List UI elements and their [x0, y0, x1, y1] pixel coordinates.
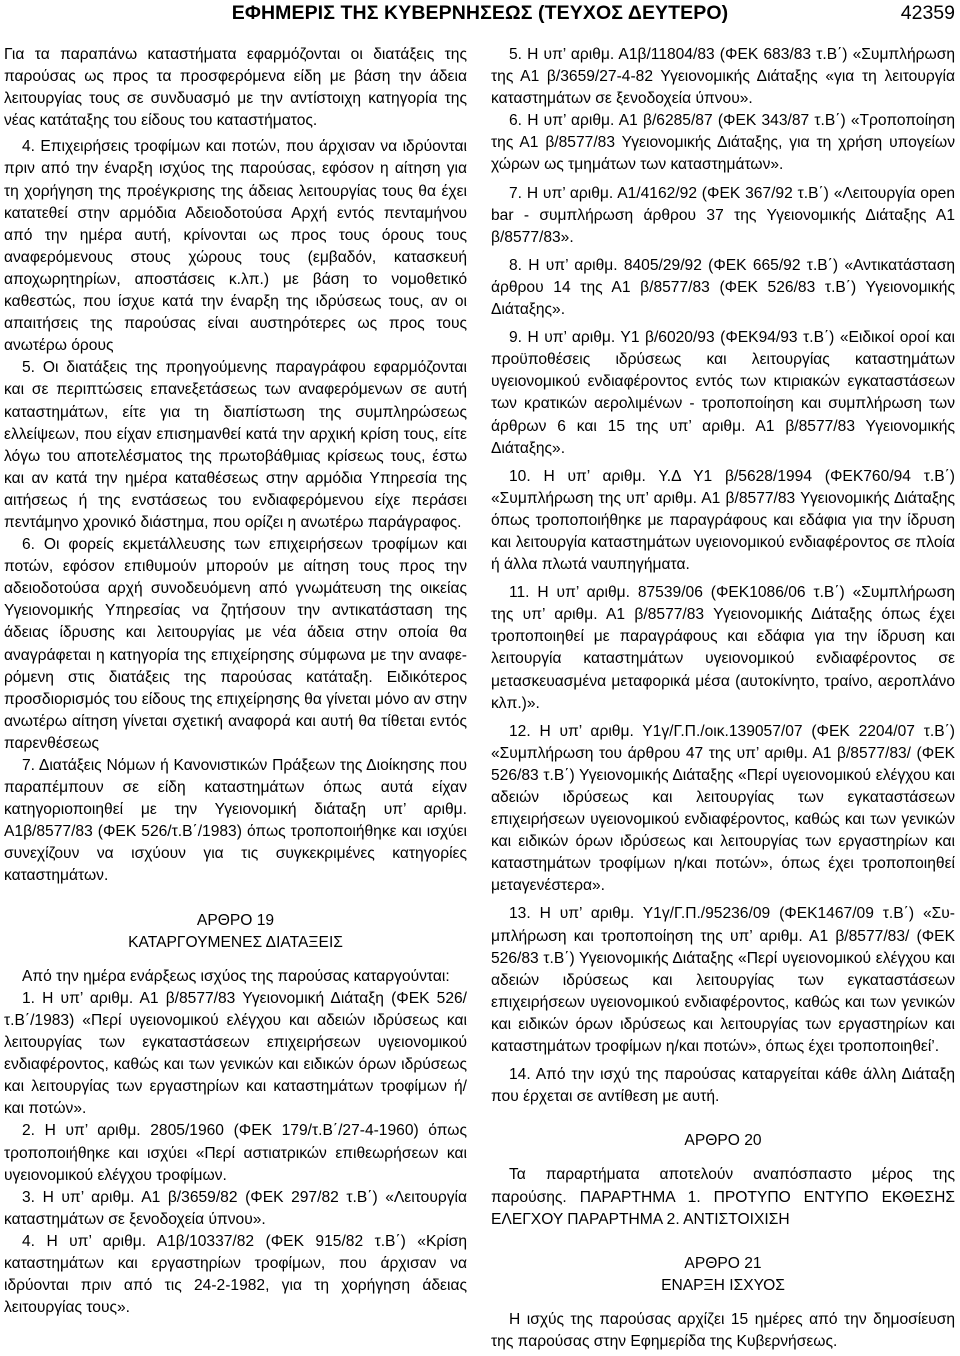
- paragraph: 9. Η υπ’ αριθμ. Υ1 β/6020/93 (ΦΕΚ94/93 τ.Β΄) «Ειδικοί οροί και προϋποθέσεις ιδρύσεως και λειτουργίας καταστημάτων υγειονομικού ενδιαφέροντος εντός των κτιριακών εγκαταστάσεων των κρατικών αερολιμένων - τροποποίηση και συμπλήρωση των άρθρων 6 και 15 της υπ’ αριθμ. Α1 β/8577/83 Υγειονομικής Διάταξης».: [491, 329, 955, 457]
- paragraph: 11. Η υπ’ αριθμ. 87539/06 (ΦΕΚ1086/06 τ.Β΄) «Συμπλήρωση της υπ’ αριθμ. Α1 β/8577/83 Υγειονομικής Διάταξης όπως έχει τροποποιηθεί με παραγράφους και εδάφια για την ίδρυση και λειτουργία καταστημάτων υγειονομικού ενδιαφέροντος σε μετασκευασμένα μεταφορικά μέσα (αυτοκίνητο, τραίνο, αεροπλάνο κλπ.)».: [491, 584, 955, 712]
- paragraph: Η ισχύς της παρούσας αρχίζει 15 ημέρες από την δημοσίευση της παρούσας στην Εφημερίδα της Κυβερνήσεως.: [491, 1310, 955, 1350]
- article-19-title: ΑΡΘΡΟ 19: [196, 911, 275, 929]
- paragraph: Τα παραρτήματα αποτελούν αναπόσπαστο μέρος της παρούσης. ΠΑΡΑΡΤΗΜΑ 1. ΠΡΟΤΥΠΟ ΕΝΤΥΠΟ ΕΚΘΕΣΗΣ ΕΛΕΓΧΟΥ ΠΑΡΑΡΤΗΜΑ 2. ΑΝΤΙΣΤΟΙΧΙΣΗ: [491, 1166, 955, 1228]
- article-21-subtitle: ΕΝΑΡΞΗ ΙΣΧΥΟΣ: [661, 1276, 785, 1294]
- paragraph: 3. Η υπ’ αριθμ. Α1 β/3659/82 (ΦΕΚ 297/82 τ.Β΄) «Λειτουργία καταστημάτων σε ξενοδοχεία ύπνου».: [4, 1188, 467, 1228]
- paragraph: 13. Η υπ’ αριθμ. Υ1γ/Γ.Π./95236/09 (ΦΕΚ1467/09 τ.Β΄) «Συμπλήρωση και τροποποίηση της υπ’ αριθμ. Α1 β/8577/83/ (ΦΕΚ 526/83 τ.Β΄) Υγειονομικής Διάταξης «Περί υγειονομικού ελέγχου και αδειών ιδρύσεως και λειτουργίας των εγκαταστάσεων επιχειρήσεων υγειονομικού ενδιαφέροντος, καθώς και των γενικών και ειδικών όρων ιδρύσεως και λειτουργίας των εργαστηρίων και καταστημάτων τροφίμων η/και ποτών», όπως έχει τροποποιηθεί’.: [491, 905, 955, 1056]
- paragraph: 7. Διατάξεις Νόμων ή Κανονιστικών Πράξεων της Διοίκησης που παραπέμπουν σε είδη καταστημάτων όπως αυτά είχαν κατηγοριοποιηθεί με την Υγειονομική διάταξη υπ’ αριθμ. Α1β/8577/83 (ΦΕΚ 526/τ.Β΄/1983) όπως τροποποιήθηκε και ισχύει συνεχίζουν να ισχύουν για τις συγκεκριμένες κατηγορίες καταστημάτων.: [4, 757, 467, 885]
- paragraph: 14. Από την ισχύ της παρούσας καταργείται κάθε άλλη Διάταξη που έρχεται σε αντίθεση με αυτή.: [491, 1066, 955, 1106]
- left-column: [4, 44, 467, 1319]
- paragraph: 4. Επιχειρήσεις τροφίμων και ποτών, που άρχισαν να ιδρύονται πριν από την έναρξη ισχύος της παρούσας, εφόσον η αίτηση για τη χορήγηση της προέγκρισης της άδειας λειτουργίας τους θα έχει κατατεθεί στην αρμόδια Αδειοδοτούσα Αρχή εντός πενταμήνου από την ημέρα αυτή, κρίνονται ως προς τους όρους τους αναφερόμενους στους χώρους τους (εμβαδόν, κατασκευή αποχωρητηρίων, αποστάσεις κ.λπ.) με βάση το νομοθετικό καθεστώς, που ίσχυε κατά την έναρξη της ιδρύσεως τους, αν οι απαιτήσεις της παρούσας είναι αυστηρότερες ως προς τους ανωτέρω όρους: [4, 138, 467, 355]
- paragraph: 5. Η υπ’ αριθμ. Α1β/11804/83 (ΦΕΚ 683/83 τ.Β΄) «Συμπλήρωση της Α1 β/3659/27-4-82 Υγειονομικής Διάταξης «για τη λειτουργία καταστημάτων σε ξενοδοχεία ύπνου».: [491, 46, 955, 108]
- paragraph: Για τα παραπάνω καταστήματα εφαρμόζονται οι διατάξεις της παρούσας ως προς τα προσφερόμενα είδη με βάση την άδεια λειτουργίας τους σε συνδυασμό με την αντίστοιχη κατηγορία της νέας κατάταξης του είδους του καταστήματος.: [4, 46, 467, 130]
- paragraph: 2. Η υπ’ αριθμ. 2805/1960 (ΦΕΚ 179/τ.Β΄/27-4-1960) όπως τροποποιήθηκε και ισχύει «Περί αστιατρικών επιθεωρήσεων και υγειονομικού ελέγχου τροφίμων.: [4, 1122, 467, 1184]
- gazette-title: ΕΦΗΜΕΡΙΣ ΤΗΣ ΚΥΒΕΡΝΗΣΕΩΣ (ΤΕΥΧΟΣ ΔΕΥΤΕΡΟ): [231, 2, 729, 24]
- paragraph: 7. Η υπ’ αριθμ. Α1/4162/92 (ΦΕΚ 367/92 τ.Β΄) «Λειτουργία open bar - συμπλήρωση άρθρου 37 της Υγειονομικής Διάταξης Α1 β/8577/83».: [491, 184, 955, 246]
- article-21-title: ΑΡΘΡΟ 21: [684, 1254, 762, 1272]
- paragraph: 12. Η υπ’ αριθμ. Υ1γ/Γ.Π./οικ.139057/07 (ΦΕΚ 2204/07 τ.Β΄) «Συμπλήρωση του άρθρου 47 της υπ’ αριθμ. Α1 β/8577/83/ (ΦΕΚ 526/83 τ.Β΄) Υγειονομικής Διάταξης «Περί υγειονομικού ελέγχου και αδειών ιδρύσεως και λειτουργίας των εγκαταστάσεων επιχειρήσεων υγειονομικού ενδιαφέροντος, καθώς και των γενικών και ειδικών όρων ιδρύσεως και λειτουργίας των εργαστηρίων και καταστημάτων τροφίμων η/και ποτών», όπως έχει τροποποιηθεί μεταγενέστερα».: [491, 722, 955, 895]
- paragraph: 6. Οι φορείς εκμετάλλευσης των επιχειρήσεων τροφίμων και ποτών, εφόσον επιθυμούν μπορούν με αίτηση τους προς την αδειοδοτούσα αρχή συνοδευόμενη από γνωμάτευση της οικείας Υγειονομικής Υπηρεσίας να ζητήσουν την αντικατάσταση της άδειας ίδρυσης και λειτουργίας με νέα άδεια στην οποία θα αναγράφεται η κατηγορία της επιχείρησης σύμφωνα με την αναφερόμενη στις διατάξεις της παρούσας κατάταξη. Ειδικότερος προσδιορισμός του είδους της επιχείρησης θα γίνεται μόνο αν στην ανωτέρω αίτηση γίνεται σχετική αναφορά και αυτή θα τίθεται εντός παρενθέσεως: [4, 536, 467, 752]
- right-column: [491, 44, 955, 1353]
- paragraph: 8. Η υπ’ αριθμ. 8405/29/92 (ΦΕΚ 665/92 τ.Β΄) «Αντικατάσταση άρθρου 14 της Α1 β/8577/83 (ΦΕΚ 526/83 τ.Β΄) Υγειονομικής Διάταξης».: [491, 256, 955, 319]
- paragraph: Από την ημέρα ενάρξεως ισχύος της παρούσας καταργούνται:: [22, 967, 450, 985]
- paragraph: 4. Η υπ’ αριθμ. Α1β/10337/82 (ΦΕΚ 915/82 τ.Β΄) «Κρίση καταστημάτων και εργαστηρίων τροφίμων, που άρχισαν να ιδρύονται πριν από τις 24-2-1982, για τη χορήγηση άδειας λειτουργίας τους».: [4, 1232, 467, 1317]
- page-header: [0, 0, 960, 34]
- page-number: 42359: [900, 2, 955, 24]
- paragraph: 6. Η υπ’ αριθμ. Α1 β/6285/87 (ΦΕΚ 343/87 τ.Β΄) «Τροποποίηση της Α1 β/8577/83 Υγειονομικής Διάταξης, για τη χρήση υπογείων χώρων ως τμημάτων των καταστημάτων».: [491, 112, 955, 174]
- article-20-title: ΑΡΘΡΟ 20: [684, 1132, 762, 1150]
- paragraph: 1. Η υπ’ αριθμ. Α1 β/8577/83 Υγειονομική Διάταξη (ΦΕΚ 526/τ.Β΄/1983) «Περί υγειονομικού ελέγχου και αδειών ιδρύσεως και λειτουργίας των εγκαταστάσεων επιχειρήσεων υγειονομικού ενδιαφέροντος, καθώς και των γενικών και ειδικών όρων ιδρύσεως και λειτουργίας των εργαστηρίων και καταστημάτων τροφίμων ή/ και ποτών».: [4, 989, 467, 1118]
- article-19-subtitle: ΚΑΤΑΡΓΟΥΜΕΝΕΣ ΔΙΑΤΑΞΕΙΣ: [128, 933, 343, 951]
- paragraph: 10. Η υπ’ αριθμ. Υ.Δ Υ1 β/5628/1994 (ΦΕΚ760/94 τ.Β΄) «Συμπλήρωση της υπ’ αριθμ. Α1 β/8577/83 Υγειονομικής Διάταξης όπως τροποποιήθηκε με παραγράφους και εδάφια για την ίδρυση και λειτουργία καταστημάτων υγειονομικού ενδιαφέροντος σε πλοία ή άλλα πλωτά ναυπηγήματα.: [491, 467, 955, 574]
- paragraph: 5. Οι διατάξεις της προηγούμενης παραγράφου εφαρμόζονται και σε περιπτώσεις επανεξετάσεως των αναφερόμενων σε αυτή καταστημάτων, είτε για τη διαπίστωση της συμπληρώσεως ελλείψεων, που είχαν επισημανθεί κατά την αρχική κρίση τους, είτε λόγω του αποτελέσματος της πρωτοβάθμιας κρίσεως τους, έστω και αν κατά την ημέρα καταθέσεως στην αρμόδια Υπηρεσία της αιτήσεως ή της ενστάσεως του ενδιαφερόμενου είχε περάσει πεντάμηνο χρονικό διάστημα, που ορίζει η ανωτέρω παράγραφος.: [4, 359, 467, 531]
